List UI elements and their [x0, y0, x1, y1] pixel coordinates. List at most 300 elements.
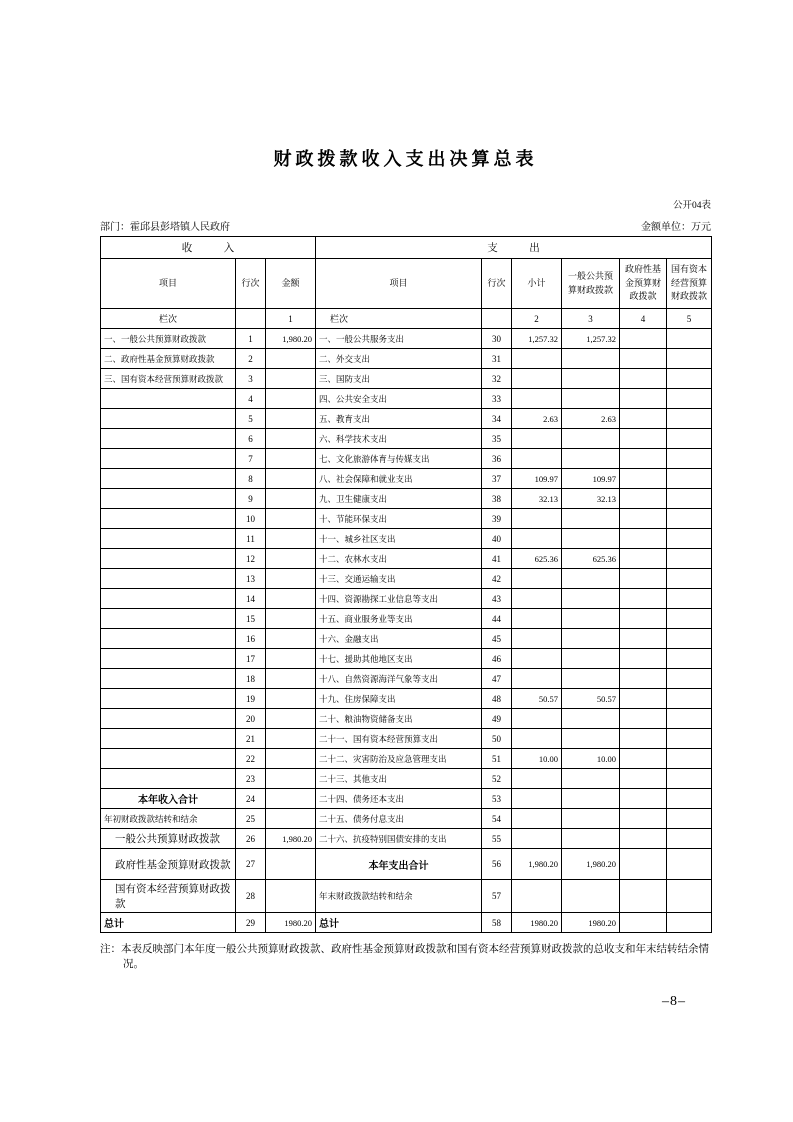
- expense-statecapital-budget-cell: [667, 709, 712, 729]
- expense-general-budget-cell: [562, 609, 620, 629]
- expense-general-budget-cell: [562, 529, 620, 549]
- income-item-cell: [101, 769, 236, 789]
- expense-govfund-budget-cell: [620, 880, 667, 913]
- income-item-cell: 年初财政拨款结转和结余: [101, 809, 236, 829]
- expense-govfund-budget-cell: [620, 469, 667, 489]
- income-amount-cell: [266, 509, 316, 529]
- expense-govfund-budget-cell: [620, 809, 667, 829]
- expense-item-cell: 十六、金融支出: [316, 629, 482, 649]
- income-item-cell: [101, 669, 236, 689]
- table-row: [101, 669, 712, 689]
- expense-govfund-budget-cell: [620, 389, 667, 409]
- expense-item-cell: 一、一般公共服务支出: [316, 329, 482, 349]
- expense-general-budget-cell: 1,257.32: [562, 329, 620, 349]
- expense-line-cell: 42: [482, 569, 512, 589]
- income-item-cell: [101, 429, 236, 449]
- income-item-cell: 一般公共预算财政拨款: [101, 829, 236, 849]
- expense-item-cell: 七、文化旅游体育与传媒支出: [316, 449, 482, 469]
- income-line-cell: 16: [236, 629, 266, 649]
- income-line-cell: 4: [236, 389, 266, 409]
- expense-subtotal-cell: 1980.20: [512, 913, 562, 933]
- table-row: [101, 709, 712, 729]
- expense-govfund-budget-cell: [620, 349, 667, 369]
- income-item-cell: [101, 469, 236, 489]
- expense-item-cell: 十二、农林水支出: [316, 549, 482, 569]
- expense-item-cell: 八、社会保障和就业支出: [316, 469, 482, 489]
- income-amount-cell: [266, 429, 316, 449]
- expense-statecapital-budget-cell: [667, 529, 712, 549]
- income-item-cell: [101, 729, 236, 749]
- income-item-cell: 三、国有资本经营预算财政拨款: [101, 369, 236, 389]
- expense-govfund-budget-cell: [620, 709, 667, 729]
- income-section-title: 收 入: [101, 237, 316, 259]
- index-expense-subtotal: 2: [512, 309, 562, 329]
- expense-item-cell: 九、卫生健康支出: [316, 489, 482, 509]
- expense-govfund-budget-cell: [620, 549, 667, 569]
- expense-govfund-budget-cell: [620, 369, 667, 389]
- expense-govfund-budget-cell: [620, 829, 667, 849]
- index-income-line: [236, 309, 266, 329]
- expense-item-cell: 十八、自然资源海洋气象等支出: [316, 669, 482, 689]
- table-row: [101, 509, 712, 529]
- expense-item-cell: 十七、援助其他地区支出: [316, 649, 482, 669]
- expense-line-cell: 38: [482, 489, 512, 509]
- expense-subtotal-cell: 109.97: [512, 469, 562, 489]
- income-line-cell: 14: [236, 589, 266, 609]
- expense-subtotal-cell: [512, 649, 562, 669]
- expense-govfund-budget-cell: [620, 789, 667, 809]
- expense-line-cell: 51: [482, 749, 512, 769]
- income-amount-cell: [266, 789, 316, 809]
- expense-subtotal-cell: [512, 589, 562, 609]
- expense-govfund-budget-cell: [620, 329, 667, 349]
- income-item-cell: 政府性基金预算财政拨款: [101, 849, 236, 880]
- expense-govfund-budget-cell: [620, 689, 667, 709]
- header-expense-statecapital-budget: 国有资本经营预算财政拨款: [667, 259, 712, 309]
- expense-item-cell: 二、外交支出: [316, 349, 482, 369]
- expense-item-cell: 年末财政拨款结转和结余: [316, 880, 482, 913]
- income-item-cell: [101, 529, 236, 549]
- expense-line-cell: 34: [482, 409, 512, 429]
- income-item-cell: 本年收入合计: [101, 789, 236, 809]
- fiscal-table: [100, 236, 712, 933]
- expense-general-budget-cell: 10.00: [562, 749, 620, 769]
- expense-item-cell: 十五、商业服务业等支出: [316, 609, 482, 629]
- index-income-label: 栏次: [101, 309, 236, 329]
- income-line-cell: 11: [236, 529, 266, 549]
- expense-statecapital-budget-cell: [667, 913, 712, 933]
- income-amount-cell: 1,980.20: [266, 329, 316, 349]
- income-amount-cell: [266, 629, 316, 649]
- expense-line-cell: 37: [482, 469, 512, 489]
- expense-line-cell: 31: [482, 349, 512, 369]
- income-amount-cell: [266, 389, 316, 409]
- expense-line-cell: 52: [482, 769, 512, 789]
- income-item-cell: [101, 709, 236, 729]
- income-item-cell: 一、一般公共预算财政拨款: [101, 329, 236, 349]
- income-line-cell: 7: [236, 449, 266, 469]
- expense-statecapital-budget-cell: [667, 769, 712, 789]
- table-row: [101, 489, 712, 509]
- income-line-cell: 22: [236, 749, 266, 769]
- header-expense-item: 项目: [316, 259, 482, 309]
- income-amount-cell: [266, 469, 316, 489]
- expense-item-cell: 十三、交通运输支出: [316, 569, 482, 589]
- index-expense-line: [482, 309, 512, 329]
- expense-subtotal-cell: 10.00: [512, 749, 562, 769]
- expense-line-cell: 43: [482, 589, 512, 609]
- header-income-item: 项目: [101, 259, 236, 309]
- income-line-cell: 9: [236, 489, 266, 509]
- income-amount-cell: [266, 549, 316, 569]
- income-item-cell: [101, 389, 236, 409]
- page-number: –8–: [662, 994, 686, 1009]
- table-row: [101, 789, 712, 809]
- expense-line-cell: 48: [482, 689, 512, 709]
- expense-govfund-budget-cell: [620, 609, 667, 629]
- expense-general-budget-cell: 1,980.20: [562, 849, 620, 880]
- income-item-cell: [101, 589, 236, 609]
- expense-subtotal-cell: 50.57: [512, 689, 562, 709]
- income-item-cell: 二、政府性基金预算财政拨款: [101, 349, 236, 369]
- expense-general-budget-cell: 2.63: [562, 409, 620, 429]
- income-amount-cell: [266, 449, 316, 469]
- index-income-amount: 1: [266, 309, 316, 329]
- expense-item-cell: 六、科学技术支出: [316, 429, 482, 449]
- income-amount-cell: [266, 689, 316, 709]
- table-row: [101, 649, 712, 669]
- expense-item-cell: 总计: [316, 913, 482, 933]
- income-line-cell: 12: [236, 549, 266, 569]
- table-row: [101, 429, 712, 449]
- table-row: [101, 689, 712, 709]
- income-line-cell: 24: [236, 789, 266, 809]
- expense-subtotal-cell: 1,257.32: [512, 329, 562, 349]
- table-row: [101, 389, 712, 409]
- expense-item-cell: 二十四、债务还本支出: [316, 789, 482, 809]
- expense-general-budget-cell: [562, 789, 620, 809]
- income-amount-cell: [266, 609, 316, 629]
- income-line-cell: 25: [236, 809, 266, 829]
- expense-subtotal-cell: [512, 369, 562, 389]
- expense-general-budget-cell: 625.36: [562, 549, 620, 569]
- table-row: [101, 913, 712, 933]
- expense-statecapital-budget-cell: [667, 809, 712, 829]
- income-line-cell: 3: [236, 369, 266, 389]
- expense-govfund-budget-cell: [620, 849, 667, 880]
- expense-statecapital-budget-cell: [667, 369, 712, 389]
- table-row: [101, 609, 712, 629]
- table-note: 注：本表反映部门本年度一般公共预算财政拨款、政府性基金预算财政拨款和国有资本经营预算财政拨款的总收支和年末结转结余情况。: [100, 944, 709, 971]
- income-item-cell: 总计: [101, 913, 236, 933]
- income-line-cell: 6: [236, 429, 266, 449]
- header-income-line: 行次: [236, 259, 266, 309]
- expense-general-budget-cell: 109.97: [562, 469, 620, 489]
- expense-line-cell: 49: [482, 709, 512, 729]
- expense-general-budget-cell: [562, 709, 620, 729]
- expense-govfund-budget-cell: [620, 529, 667, 549]
- income-item-cell: [101, 689, 236, 709]
- expense-line-cell: 40: [482, 529, 512, 549]
- expense-line-cell: 44: [482, 609, 512, 629]
- expense-item-cell: 十四、资源勘探工业信息等支出: [316, 589, 482, 609]
- expense-line-cell: 57: [482, 880, 512, 913]
- expense-govfund-budget-cell: [620, 649, 667, 669]
- income-amount-cell: 1,980.20: [266, 829, 316, 849]
- expense-item-cell: 二十五、债务付息支出: [316, 809, 482, 829]
- expense-general-budget-cell: [562, 349, 620, 369]
- income-line-cell: 17: [236, 649, 266, 669]
- page-title: 财政拨款收入支出决算总表: [273, 149, 538, 169]
- expense-general-budget-cell: [562, 880, 620, 913]
- expense-general-budget-cell: [562, 589, 620, 609]
- expense-govfund-budget-cell: [620, 589, 667, 609]
- expense-statecapital-budget-cell: [667, 829, 712, 849]
- table-row: [101, 769, 712, 789]
- table-row: [101, 529, 712, 549]
- income-amount-cell: [266, 669, 316, 689]
- income-amount-cell: [266, 569, 316, 589]
- expense-line-cell: 54: [482, 809, 512, 829]
- income-line-cell: 26: [236, 829, 266, 849]
- table-row: [101, 569, 712, 589]
- income-line-cell: 28: [236, 880, 266, 913]
- expense-statecapital-budget-cell: [667, 349, 712, 369]
- table-row: [101, 809, 712, 829]
- expense-line-cell: 35: [482, 429, 512, 449]
- expense-line-cell: 36: [482, 449, 512, 469]
- expense-general-budget-cell: [562, 389, 620, 409]
- expense-govfund-budget-cell: [620, 749, 667, 769]
- expense-statecapital-budget-cell: [667, 429, 712, 449]
- income-line-cell: 29: [236, 913, 266, 933]
- table-row: [101, 729, 712, 749]
- income-line-cell: 21: [236, 729, 266, 749]
- income-line-cell: 23: [236, 769, 266, 789]
- income-amount-cell: [266, 489, 316, 509]
- expense-item-cell: 二十六、抗疫特别国债安排的支出: [316, 829, 482, 849]
- expense-statecapital-budget-cell: [667, 789, 712, 809]
- table-row: [101, 349, 712, 369]
- income-line-cell: 19: [236, 689, 266, 709]
- expense-item-cell: 本年支出合计: [316, 849, 482, 880]
- expense-line-cell: 53: [482, 789, 512, 809]
- income-line-cell: 18: [236, 669, 266, 689]
- income-item-cell: [101, 449, 236, 469]
- income-amount-cell: [266, 409, 316, 429]
- expense-general-budget-cell: [562, 729, 620, 749]
- expense-subtotal-cell: [512, 769, 562, 789]
- expense-general-budget-cell: [562, 569, 620, 589]
- expense-govfund-budget-cell: [620, 669, 667, 689]
- expense-statecapital-budget-cell: [667, 469, 712, 489]
- expense-general-budget-cell: 50.57: [562, 689, 620, 709]
- income-amount-cell: [266, 809, 316, 829]
- expense-line-cell: 50: [482, 729, 512, 749]
- expense-statecapital-budget-cell: [667, 669, 712, 689]
- income-item-cell: [101, 409, 236, 429]
- expense-govfund-budget-cell: [620, 409, 667, 429]
- income-item-cell: [101, 749, 236, 769]
- expense-subtotal-cell: [512, 629, 562, 649]
- expense-general-budget-cell: [562, 829, 620, 849]
- expense-statecapital-budget-cell: [667, 649, 712, 669]
- table-row: [101, 589, 712, 609]
- expense-subtotal-cell: [512, 509, 562, 529]
- expense-line-cell: 45: [482, 629, 512, 649]
- income-amount-cell: [266, 349, 316, 369]
- expense-subtotal-cell: [512, 529, 562, 549]
- expense-statecapital-budget-cell: [667, 689, 712, 709]
- expense-general-budget-cell: [562, 629, 620, 649]
- column-index-row: [101, 309, 712, 329]
- income-item-cell: [101, 489, 236, 509]
- expense-item-cell: 十一、城乡社区支出: [316, 529, 482, 549]
- expense-subtotal-cell: 625.36: [512, 549, 562, 569]
- header-income-amount: 金额: [266, 259, 316, 309]
- expense-line-cell: 39: [482, 509, 512, 529]
- income-item-cell: [101, 549, 236, 569]
- expense-subtotal-cell: [512, 429, 562, 449]
- income-item-cell: 国有资本经营预算财政拨款: [101, 880, 236, 913]
- expense-subtotal-cell: [512, 829, 562, 849]
- expense-govfund-budget-cell: [620, 729, 667, 749]
- department-label: 部门：霍邱县彭塔镇人民政府: [100, 222, 230, 233]
- expense-statecapital-budget-cell: [667, 549, 712, 569]
- expense-line-cell: 30: [482, 329, 512, 349]
- income-item-cell: [101, 629, 236, 649]
- expense-statecapital-budget-cell: [667, 849, 712, 880]
- expense-line-cell: 55: [482, 829, 512, 849]
- expense-statecapital-budget-cell: [667, 729, 712, 749]
- expense-general-budget-cell: [562, 669, 620, 689]
- income-amount-cell: [266, 529, 316, 549]
- expense-general-budget-cell: [562, 809, 620, 829]
- expense-subtotal-cell: [512, 789, 562, 809]
- index-expense-statecapital: 5: [667, 309, 712, 329]
- expense-subtotal-cell: [512, 809, 562, 829]
- table-row: [101, 849, 712, 880]
- income-item-cell: [101, 649, 236, 669]
- table-row: [101, 409, 712, 429]
- form-code: 公开04表: [672, 201, 711, 211]
- expense-general-budget-cell: [562, 769, 620, 789]
- expense-item-cell: 五、教育支出: [316, 409, 482, 429]
- income-item-cell: [101, 509, 236, 529]
- expense-govfund-budget-cell: [620, 769, 667, 789]
- income-amount-cell: [266, 849, 316, 880]
- table-row: [101, 749, 712, 769]
- table-row: [101, 829, 712, 849]
- expense-item-cell: 二十、粮油物资储备支出: [316, 709, 482, 729]
- expense-general-budget-cell: [562, 649, 620, 669]
- income-amount-cell: [266, 369, 316, 389]
- expense-statecapital-budget-cell: [667, 569, 712, 589]
- income-line-cell: 13: [236, 569, 266, 589]
- expense-statecapital-budget-cell: [667, 509, 712, 529]
- expense-item-cell: 二十一、国有资本经营预算支出: [316, 729, 482, 749]
- table-row: [101, 880, 712, 913]
- expense-general-budget-cell: [562, 369, 620, 389]
- expense-subtotal-cell: [512, 729, 562, 749]
- expense-general-budget-cell: [562, 429, 620, 449]
- table-row: [101, 329, 712, 349]
- table-row: [101, 449, 712, 469]
- income-line-cell: 27: [236, 849, 266, 880]
- expense-general-budget-cell: [562, 449, 620, 469]
- unit-label: 金额单位：万元: [641, 222, 711, 233]
- income-line-cell: 15: [236, 609, 266, 629]
- expense-subtotal-cell: 1,980.20: [512, 849, 562, 880]
- expense-statecapital-budget-cell: [667, 629, 712, 649]
- income-amount-cell: [266, 749, 316, 769]
- expense-section-title: 支 出: [316, 237, 712, 259]
- expense-statecapital-budget-cell: [667, 489, 712, 509]
- expense-statecapital-budget-cell: [667, 609, 712, 629]
- expense-subtotal-cell: [512, 609, 562, 629]
- page-content: [100, 145, 711, 972]
- table-row: [101, 549, 712, 569]
- expense-subtotal-cell: 2.63: [512, 409, 562, 429]
- expense-general-budget-cell: [562, 509, 620, 529]
- expense-govfund-budget-cell: [620, 489, 667, 509]
- income-amount-cell: [266, 729, 316, 749]
- column-header-row: [101, 259, 712, 309]
- expense-general-budget-cell: 32.13: [562, 489, 620, 509]
- expense-line-cell: 47: [482, 669, 512, 689]
- expense-statecapital-budget-cell: [667, 449, 712, 469]
- income-amount-cell: [266, 649, 316, 669]
- expense-govfund-budget-cell: [620, 429, 667, 449]
- expense-govfund-budget-cell: [620, 509, 667, 529]
- expense-line-cell: 33: [482, 389, 512, 409]
- expense-line-cell: 32: [482, 369, 512, 389]
- expense-statecapital-budget-cell: [667, 409, 712, 429]
- income-item-cell: [101, 609, 236, 629]
- header-expense-subtotal: 小计: [512, 259, 562, 309]
- table-row: [101, 469, 712, 489]
- income-amount-cell: [266, 589, 316, 609]
- expense-subtotal-cell: [512, 389, 562, 409]
- expense-item-cell: 三、国防支出: [316, 369, 482, 389]
- header-expense-govfund-budget: 政府性基金预算财政拨款: [620, 259, 667, 309]
- header-expense-general-budget: 一般公共预算财政拨款: [562, 259, 620, 309]
- expense-statecapital-budget-cell: [667, 329, 712, 349]
- header-expense-line: 行次: [482, 259, 512, 309]
- expense-item-cell: 二十二、灾害防治及应急管理支出: [316, 749, 482, 769]
- expense-subtotal-cell: [512, 709, 562, 729]
- expense-subtotal-cell: 32.13: [512, 489, 562, 509]
- index-expense-general: 3: [562, 309, 620, 329]
- expense-item-cell: 四、公共安全支出: [316, 389, 482, 409]
- income-amount-cell: [266, 769, 316, 789]
- expense-general-budget-cell: 1980.20: [562, 913, 620, 933]
- expense-govfund-budget-cell: [620, 449, 667, 469]
- expense-item-cell: 十九、住房保障支出: [316, 689, 482, 709]
- expense-item-cell: 十、节能环保支出: [316, 509, 482, 529]
- expense-subtotal-cell: [512, 880, 562, 913]
- expense-statecapital-budget-cell: [667, 389, 712, 409]
- expense-line-cell: 56: [482, 849, 512, 880]
- expense-govfund-budget-cell: [620, 629, 667, 649]
- income-item-cell: [101, 569, 236, 589]
- table-body: [101, 329, 712, 933]
- expense-subtotal-cell: [512, 449, 562, 469]
- expense-line-cell: 46: [482, 649, 512, 669]
- expense-statecapital-budget-cell: [667, 589, 712, 609]
- expense-line-cell: 41: [482, 549, 512, 569]
- income-line-cell: 5: [236, 409, 266, 429]
